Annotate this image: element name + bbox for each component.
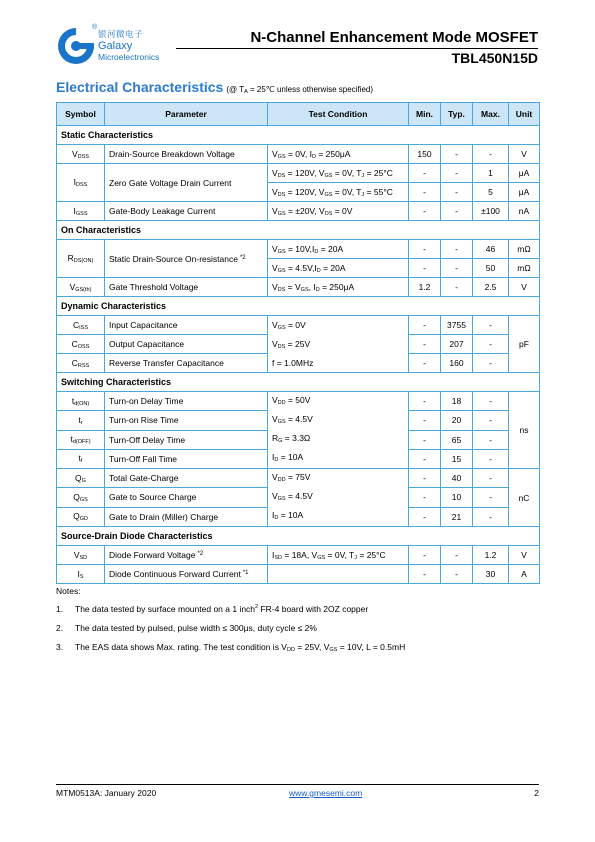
condition-cell: $I_{SD} = 18A$, $V_{GS} = 0V$, $T_J = 25^\circ C$ [268,546,409,565]
header-rule [176,48,538,49]
table-row: $t_f$ Turn-Off Fall Time - 15 - [57,449,540,468]
table-row: $V_{SD}$ Diode Forward Voltage $^{*2}$ $I_{SD} = 18A$, $V_{GS} = 0V$, $T_J = 25^\circ C$ - - 1.2 V [57,546,540,565]
table-row: $V_{DS} = 120V$, $V_{GS} = 0V$, $T_J = 55^\circ C$ - - 5 μA [57,183,540,202]
table-row: $C_{ISS}$ Input Capacitance $V_{GS} = 0V$ $V_{DS} = 25V$ f = 1.0MHz - 3755 - pF [57,316,540,335]
symbol-cell: $I_S$ [57,565,105,584]
note-item: 1. The data tested by surface mounted on a 1 inch$^2$ FR-4 board with 2OZ copper [56,604,369,614]
parameter-cell: Gate Threshold Voltage [105,278,268,297]
parameter-cell: Gate to Source Charge [105,488,268,507]
table-row: $V_{GS} = 4.5V,I_D = 20A$ - - 50 mΩ [57,259,540,278]
condition-cell: $V_{DD} = 50V$ $V_{GS} = 4.5V$ $R_G = 3.3\Omega$ $I_D = 10A$ [268,392,409,469]
table-row: $t_{d(ON)}$ Turn-on Delay Time $V_{DD} = 50V$ $V_{GS} = 4.5V$ $R_G = 3.3\Omega$ $I_D = 10A$ - 18 - ns [57,392,540,411]
table-row: $Q_G$ Total Gate-Charge $V_{DD} = 75V$ $V_{GS} = 4.5V$ $I_D = 10A$ - 40 - nC [57,469,540,488]
electrical-characteristics-table [56,102,540,584]
parameter-cell: Reverse Transfer Capacitance [105,354,268,373]
parameter-cell: Turn-Off Delay Time [105,430,268,449]
table-row: $t_r$ Turn-on Rise Time - 20 - [57,411,540,430]
symbol-cell: $I_{GSS}$ [57,202,105,221]
parameter-cell: Gate to Drain (Miller) Charge [105,507,268,526]
parameter-cell: Diode Forward Voltage $^{*2}$ [105,546,268,565]
parameter-cell: Static Drain-Source On-resistance $^{*2}$ [105,240,268,278]
notes-section [56,586,405,662]
part-number: TBL450N15D [451,50,538,66]
symbol-cell: $t_f$ [57,449,105,468]
col-unit: Unit [509,103,540,126]
condition-cell: $V_{GS} = 10V,I_D = 20A$ [268,240,409,259]
group-switching: Switching Characteristics [57,373,540,392]
symbol-cell: $C_{OSS}$ [57,335,105,354]
condition-cell: $V_{GS} = 0V$, $I_D = 250\mu A$ [268,145,409,164]
footer-rule [56,784,539,785]
symbol-cell: $C_{RSS}$ [57,354,105,373]
parameter-cell: Diode Continuous Forward Current $^{*1}$ [105,565,268,584]
symbol-cell: $V_{SD}$ [57,546,105,565]
parameter-cell: Turn-Off Fall Time [105,449,268,468]
condition-cell: $V_{GS} = 0V$ $V_{DS} = 25V$ f = 1.0MHz [268,316,409,373]
symbol-cell: $V_{DSS}$ [57,145,105,164]
symbol-cell: $Q_{GD}$ [57,507,105,526]
parameter-cell: Total Gate-Charge [105,469,268,488]
note-item: 2. The data tested by pulsed, pulse width ≤ 300μs, duty cycle ≤ 2% [56,623,317,633]
condition-cell: $V_{GS} = \pm 20V$, $V_{DS} = 0V$ [268,202,409,221]
brand-cn: 银河微电子 [98,29,144,39]
group-dynamic: Dynamic Characteristics [57,297,540,316]
condition-cell: $V_{DS} = V_{GS}$, $I_D = 250\mu A$ [268,278,409,297]
table-row: $Q_{GS}$ Gate to Source Charge - 10 - [57,488,540,507]
parameter-cell: Output Capacitance [105,335,268,354]
notes-heading: Notes: [56,586,81,596]
col-typ: Typ. [441,103,473,126]
table-row: $R_{DS(ON)}$ Static Drain-Source On-resistance $^{*2}$ $V_{GS} = 10V,I_D = 20A$ - - 46 mΩ [57,240,540,259]
col-test-condition: Test Condition [268,103,409,126]
table-header-row [57,103,540,126]
col-max: Max. [473,103,509,126]
group-static: Static Characteristics [57,126,540,145]
condition-cell: $V_{DD} = 75V$ $V_{GS} = 4.5V$ $I_D = 10A$ [268,469,409,527]
document-title: N-Channel Enhancement Mode MOSFET [250,29,538,46]
symbol-cell: $t_{d(OFF)}$ [57,430,105,449]
condition-cell: $V_{GS} = 4.5V,I_D = 20A$ [268,259,409,278]
parameter-cell: Turn-on Rise Time [105,411,268,430]
section-title [56,79,373,95]
symbol-cell: $V_{GS(th)}$ [57,278,105,297]
table-row: $I_{DSS}$ Zero Gate Voltage Drain Current $V_{DS} = 120V$, $V_{GS} = 0V$, $T_J = 25^\circ C$ - - 1 μA [57,164,540,183]
symbol-cell: $R_{DS(ON)}$ [57,240,105,278]
symbol-cell: $I_{DSS}$ [57,164,105,202]
symbol-cell: $t_r$ [57,411,105,430]
section-condition: (@ $T_A$ = 25℃ unless otherwise specified) [226,85,374,95]
parameter-cell: Input Capacitance [105,316,268,335]
col-parameter: Parameter [105,103,268,126]
footer-page-number: 2 [534,788,539,798]
group-on: On Characteristics [57,221,540,240]
symbol-cell: $C_{ISS}$ [57,316,105,335]
table-row: $V_{GS(th)}$ Gate Threshold Voltage $V_{DS} = V_{GS}$, $I_D = 250\mu A$ 1.2 - 2.5 V [57,278,540,297]
table-row: $C_{OSS}$ Output Capacitance - 207 - [57,335,540,354]
brand-en-micro: Microelectronics [98,51,160,62]
condition-cell: $V_{DS} = 120V$, $V_{GS} = 0V$, $T_J = 25^\circ C$ [268,164,409,183]
symbol-cell: $Q_{GS}$ [57,488,105,507]
condition-cell [268,565,409,584]
symbol-cell: $Q_G$ [57,469,105,488]
col-symbol: Symbol [57,103,105,126]
parameter-cell: Drain-Source Breakdown Voltage [105,145,268,164]
brand-text [98,30,159,61]
footer-website-link[interactable]: www.gmesemi.com [289,788,363,798]
brand-en-galaxy: Galaxy [98,39,133,52]
section-title-text: Electrical Characteristics [56,79,224,95]
parameter-cell: Turn-on Delay Time [105,392,268,411]
group-diode: Source-Drain Diode Characteristics [57,527,540,546]
note-item: 3. The EAS data shows Max. rating. The test condition is $V_{DD} = 25V$, $V_{GS} = 10V$, L = 0.5mH [56,642,406,653]
parameter-cell: Gate-Body Leakage Current [105,202,268,221]
registered-mark: ® [92,24,98,31]
footer-doc-id: MTM0513A: January 2020 [56,788,157,798]
table-row: $Q_{GD}$ Gate to Drain (Miller) Charge - 21 - [57,507,540,526]
parameter-cell: Zero Gate Voltage Drain Current [105,164,268,202]
table-row: $C_{RSS}$ Reverse Transfer Capacitance - 160 - [57,354,540,373]
table-row: $t_{d(OFF)}$ Turn-Off Delay Time - 65 - [57,430,540,449]
symbol-cell: $t_{d(ON)}$ [57,392,105,411]
table-row: $V_{DSS}$ Drain-Source Breakdown Voltage $V_{GS} = 0V$, $I_D = 250\mu A$ 150 - - V [57,145,540,164]
table-row: $I_S$ Diode Continuous Forward Current $^{*1}$ - - 30 A [57,565,540,584]
condition-cell: $V_{DS} = 120V$, $V_{GS} = 0V$, $T_J = 55^\circ C$ [268,183,409,202]
col-min: Min. [409,103,441,126]
table-row: $I_{GSS}$ Gate-Body Leakage Current $V_{GS} = \pm 20V$, $V_{DS} = 0V$ - - ±100 nA [57,202,540,221]
